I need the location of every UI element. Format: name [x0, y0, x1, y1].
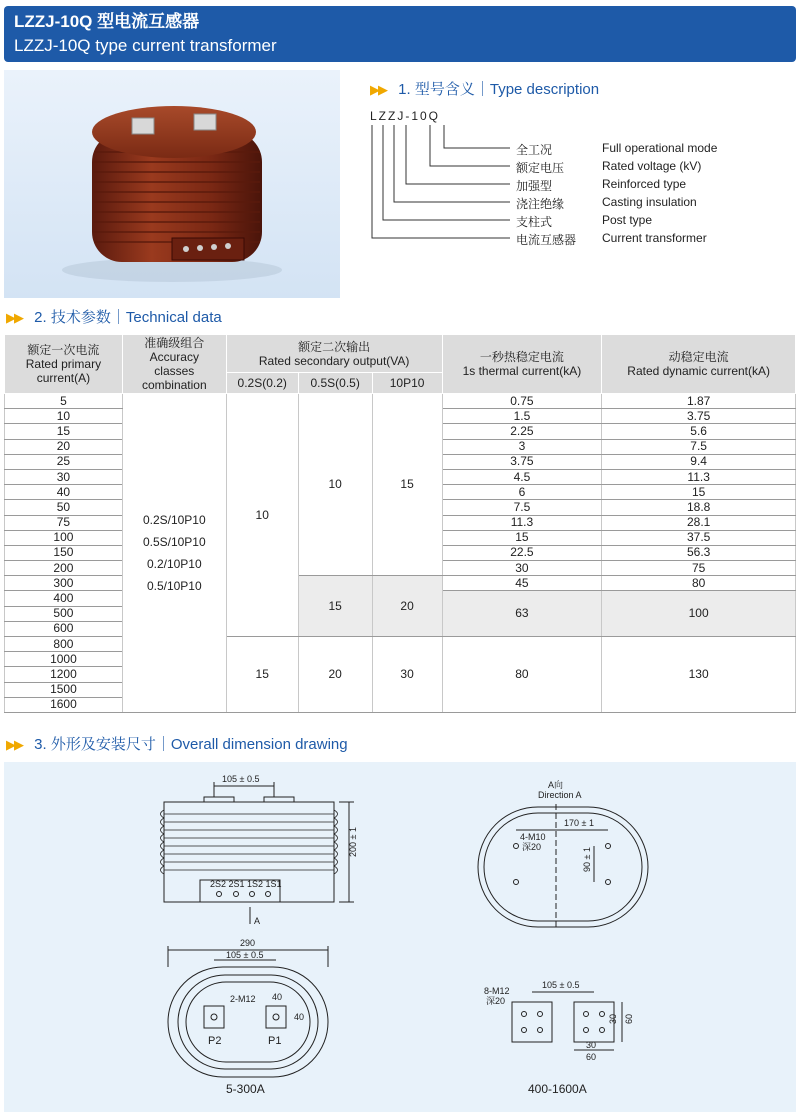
dim-height: 200 ± 1	[348, 827, 358, 857]
type-item-cn: 全工况	[516, 143, 553, 157]
primary-current-cell: 40	[5, 485, 123, 500]
dim-40b: 40	[294, 1012, 305, 1022]
type-item-cn: 浇注绝缘	[516, 197, 565, 211]
primary-current-cell: 300	[5, 576, 123, 591]
header-sub-10p10: 10P10	[372, 373, 442, 394]
type-item-cn: 电流互感器	[516, 233, 577, 247]
primary-current-cell: 800	[5, 637, 123, 652]
dynamic-cell: 7.5	[602, 439, 796, 454]
section-arrow-icon: ▶▶	[6, 737, 22, 752]
primary-current-cell: 1000	[5, 652, 123, 667]
header-dynamic: 动稳定电流 Rated dynamic current(kA)	[602, 335, 796, 394]
primary-current-cell: 10	[5, 409, 123, 424]
section2-title	[6, 306, 222, 327]
type-item-en: Current transformer	[602, 231, 707, 245]
section-arrow-icon: ▶▶	[370, 82, 386, 97]
primary-current-cell: 75	[5, 515, 123, 530]
dynamic-cell: 130	[602, 637, 796, 713]
output-05s-cell: 20	[298, 637, 372, 713]
dim-30a: 30	[608, 1013, 618, 1024]
top-view-outline	[168, 967, 328, 1077]
thermal-cell: 22.5	[442, 545, 602, 560]
dynamic-cell: 37.5	[602, 530, 796, 545]
dim-thread-2m12: 2-M12	[230, 994, 256, 1004]
output-02s-cell: 10	[226, 394, 298, 637]
section-arrow-icon: ▶▶	[6, 310, 22, 325]
dim-width-105: 105 ± 0.5	[226, 950, 264, 960]
thermal-cell: 4.5	[442, 469, 602, 484]
primary-current-cell: 150	[5, 545, 123, 560]
transformer-illustration	[4, 70, 340, 298]
dim-40a: 40	[272, 992, 283, 1002]
label-p2: P2	[208, 1035, 222, 1047]
direction-en: Direction A	[538, 790, 582, 800]
section3-title	[6, 733, 348, 754]
dynamic-cell: 80	[602, 576, 796, 591]
header-sub-02s: 0.2S(0.2)	[226, 373, 298, 394]
page-header	[4, 6, 796, 62]
header-secondary-output: 额定二次输出 Rated secondary output(VA)	[226, 335, 442, 373]
primary-current-cell: 200	[5, 561, 123, 576]
thermal-cell: 3.75	[442, 454, 602, 469]
dim-depth-20b: 深20	[486, 996, 506, 1006]
primary-current-cell: 1500	[5, 682, 123, 697]
dim-depth-20a: 深20	[522, 842, 542, 852]
dim-170: 170 ± 1	[564, 818, 594, 828]
header-title-en: LZZJ-10Q type current transformer	[14, 36, 277, 55]
section3-number: 3.	[34, 736, 47, 753]
output-02s-cell: 15	[226, 637, 298, 713]
thermal-cell: 2.25	[442, 424, 602, 439]
primary-current-cell: 1200	[5, 667, 123, 682]
accuracy-cell: 0.2S/10P10 0.5S/10P10 0.2/10P10 0.5/10P10	[122, 394, 226, 713]
caption-left: 5-300A	[226, 1082, 265, 1096]
header-accuracy: 准确级组合 Accuracy classes combination	[122, 335, 226, 394]
dynamic-cell: 3.75	[602, 409, 796, 424]
dim-60a: 60	[624, 1013, 634, 1024]
output-10p10-cell: 30	[372, 637, 442, 713]
dimension-drawing	[4, 762, 796, 1112]
primary-current-cell: 600	[5, 621, 123, 636]
section1-title	[370, 78, 599, 99]
thermal-cell: 63	[442, 591, 602, 637]
product-photo	[4, 70, 340, 298]
output-05s-cell: 10	[298, 394, 372, 576]
primary-current-cell: 25	[5, 454, 123, 469]
header-thermal: 一秒热稳定电流 1s thermal current(kA)	[442, 335, 602, 394]
technical-data-table	[4, 334, 796, 713]
dim-30b: 30	[586, 1040, 597, 1050]
header-sub-05s: 0.5S(0.5)	[298, 373, 372, 394]
model-code: LZZJ-10Q	[370, 109, 441, 123]
thermal-cell: 3	[442, 439, 602, 454]
primary-current-cell: 5	[5, 394, 123, 409]
section2-label: 技术参数｜Technical data	[50, 309, 222, 326]
header-cn-text: 型电流互感器	[97, 12, 200, 31]
dim-thread-4m10: 4-M10	[520, 832, 546, 842]
dim-arrow-a: A	[254, 916, 261, 926]
terminal-plate-left	[512, 1002, 552, 1042]
primary-current-cell: 1600	[5, 697, 123, 712]
primary-current-cell: 15	[5, 424, 123, 439]
dynamic-cell: 56.3	[602, 545, 796, 560]
type-item-en: Post type	[602, 213, 653, 227]
dynamic-cell: 75	[602, 561, 796, 576]
output-10p10-cell: 20	[372, 576, 442, 637]
header-title-cn	[14, 10, 786, 34]
dynamic-cell: 9.4	[602, 454, 796, 469]
dynamic-cell: 100	[602, 591, 796, 637]
type-item-en: Casting insulation	[602, 195, 697, 209]
dim-terminals: 2S2 2S1 1S2 1S1	[210, 879, 282, 889]
thermal-cell: 11.3	[442, 515, 602, 530]
dynamic-cell: 11.3	[602, 469, 796, 484]
thermal-cell: 7.5	[442, 500, 602, 515]
primary-current-cell: 100	[5, 530, 123, 545]
primary-current-cell: 500	[5, 606, 123, 621]
thermal-cell: 45	[442, 576, 602, 591]
primary-current-cell: 400	[5, 591, 123, 606]
header-primary-current: 额定一次电流 Rated primary current(A)	[5, 335, 123, 394]
output-05s-cell: 15	[298, 576, 372, 637]
primary-current-cell: 30	[5, 469, 123, 484]
type-item-en: Rated voltage (kV)	[602, 159, 702, 173]
thermal-cell: 1.5	[442, 409, 602, 424]
type-item-cn: 支柱式	[516, 215, 553, 229]
dim-top-width: 105 ± 0.5	[222, 774, 260, 784]
dynamic-cell: 1.87	[602, 394, 796, 409]
dynamic-cell: 18.8	[602, 500, 796, 515]
thermal-cell: 30	[442, 561, 602, 576]
header-model: LZZJ-10Q	[14, 12, 93, 31]
thermal-cell: 6	[442, 485, 602, 500]
output-10p10-cell: 15	[372, 394, 442, 576]
dynamic-cell: 28.1	[602, 515, 796, 530]
type-code-tree	[360, 120, 800, 250]
primary-current-cell: 50	[5, 500, 123, 515]
dim-thread-8m12: 8-M12	[484, 986, 510, 996]
section2-number: 2.	[34, 309, 47, 326]
section1-number: 1.	[398, 81, 411, 98]
thermal-cell: 15	[442, 530, 602, 545]
label-p1: P1	[268, 1035, 282, 1047]
type-item-en: Full operational mode	[602, 141, 718, 155]
dim-60b: 60	[586, 1052, 597, 1062]
section3-label: 外形及安装尺寸｜Overall dimension drawing	[50, 736, 348, 753]
dim-90: 90 ± 1	[582, 847, 592, 872]
dynamic-cell: 15	[602, 485, 796, 500]
section1-label: 型号含义｜Type description	[414, 81, 600, 98]
type-item-cn: 额定电压	[516, 161, 565, 175]
dynamic-cell: 5.6	[602, 424, 796, 439]
dim-105b: 105 ± 0.5	[542, 980, 580, 990]
direction-cn: A向	[548, 780, 564, 790]
caption-right: 400-1600A	[528, 1082, 587, 1096]
type-item-en: Reinforced type	[602, 177, 687, 191]
primary-current-cell: 20	[5, 439, 123, 454]
thermal-cell: 80	[442, 637, 602, 713]
dim-width-290: 290	[240, 938, 256, 948]
type-item-cn: 加强型	[516, 179, 553, 193]
thermal-cell: 0.75	[442, 394, 602, 409]
